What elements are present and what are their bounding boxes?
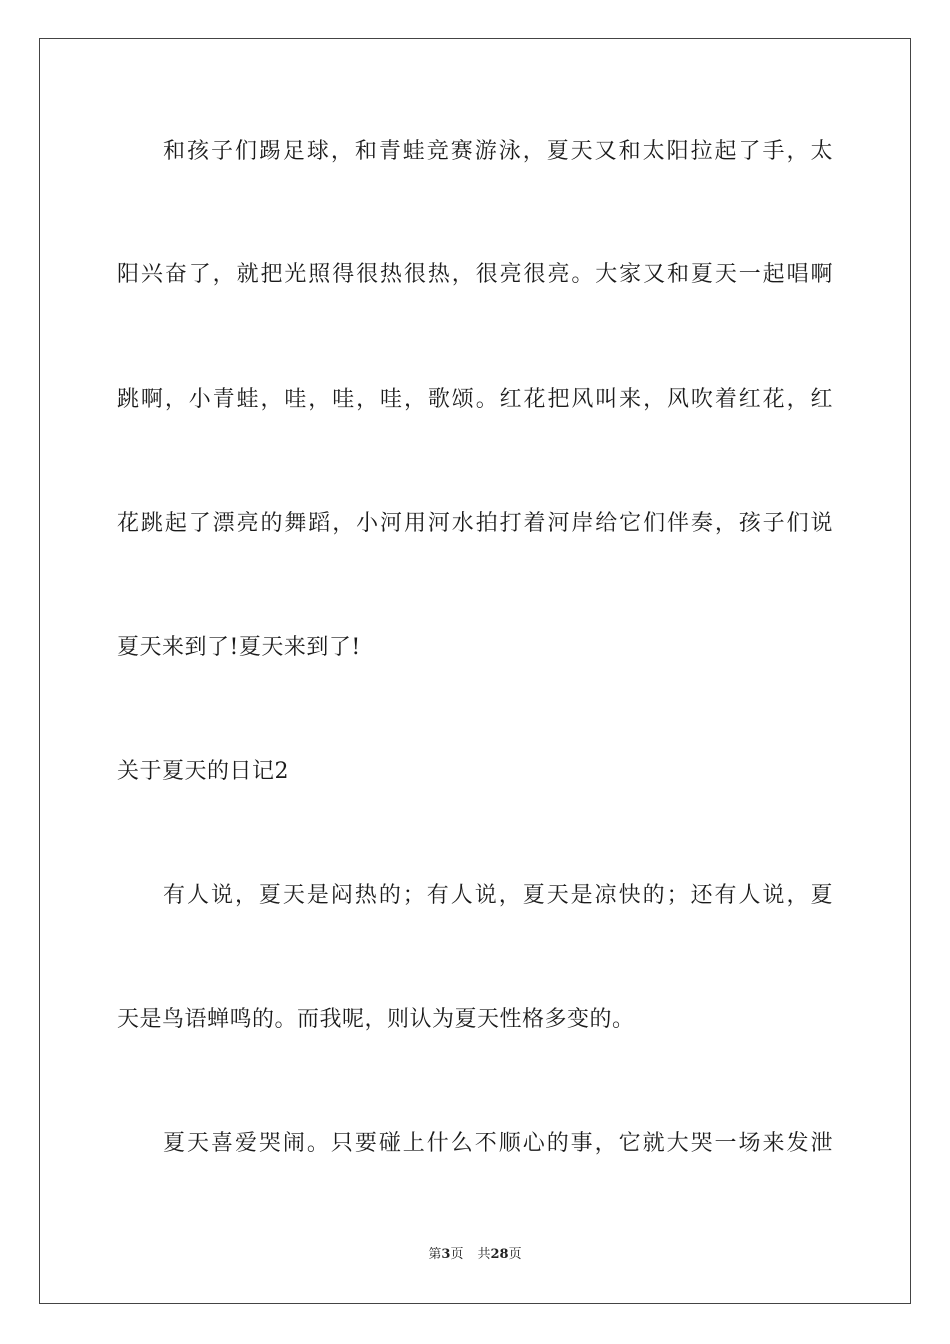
page-border [39, 38, 911, 1304]
body-line-7: 天是鸟语蝉鸣的。而我呢，则认为夏天性格多变的。 [117, 1007, 635, 1032]
footer-total-prefix: 共 [477, 1247, 491, 1262]
body-line-1: 和孩子们踢足球，和青蛙竞赛游泳，夏天又和太阳拉起了手，太 [163, 139, 833, 164]
body-line-6: 有人说，夏天是闷热的；有人说，夏天是凉快的；还有人说，夏 [163, 883, 833, 908]
footer-page-prefix: 第 [428, 1247, 442, 1262]
page-footer [0, 1246, 950, 1264]
body-line-5: 夏天来到了!夏天来到了! [117, 635, 361, 660]
section-heading: 关于夏天的日记2 [117, 759, 289, 784]
body-line-8: 夏天喜爱哭闹。只要碰上什么不顺心的事，它就大哭一场来发泄 [163, 1131, 833, 1156]
footer-page-suffix: 页 [450, 1247, 464, 1262]
footer-total-suffix: 页 [508, 1247, 522, 1262]
footer-page-current: 3 [441, 1247, 451, 1262]
body-line-3: 跳啊，小青蛙，哇，哇，哇，歌颂。红花把风叫来，风吹着红花，红 [117, 387, 833, 412]
body-line-2: 阳兴奋了，就把光照得很热很热，很亮很亮。大家又和夏天一起唱啊 [117, 262, 833, 287]
body-line-4: 花跳起了漂亮的舞蹈，小河用河水拍打着河岸给它们伴奏，孩子们说 [117, 511, 833, 536]
footer-page-total: 28 [490, 1247, 509, 1262]
